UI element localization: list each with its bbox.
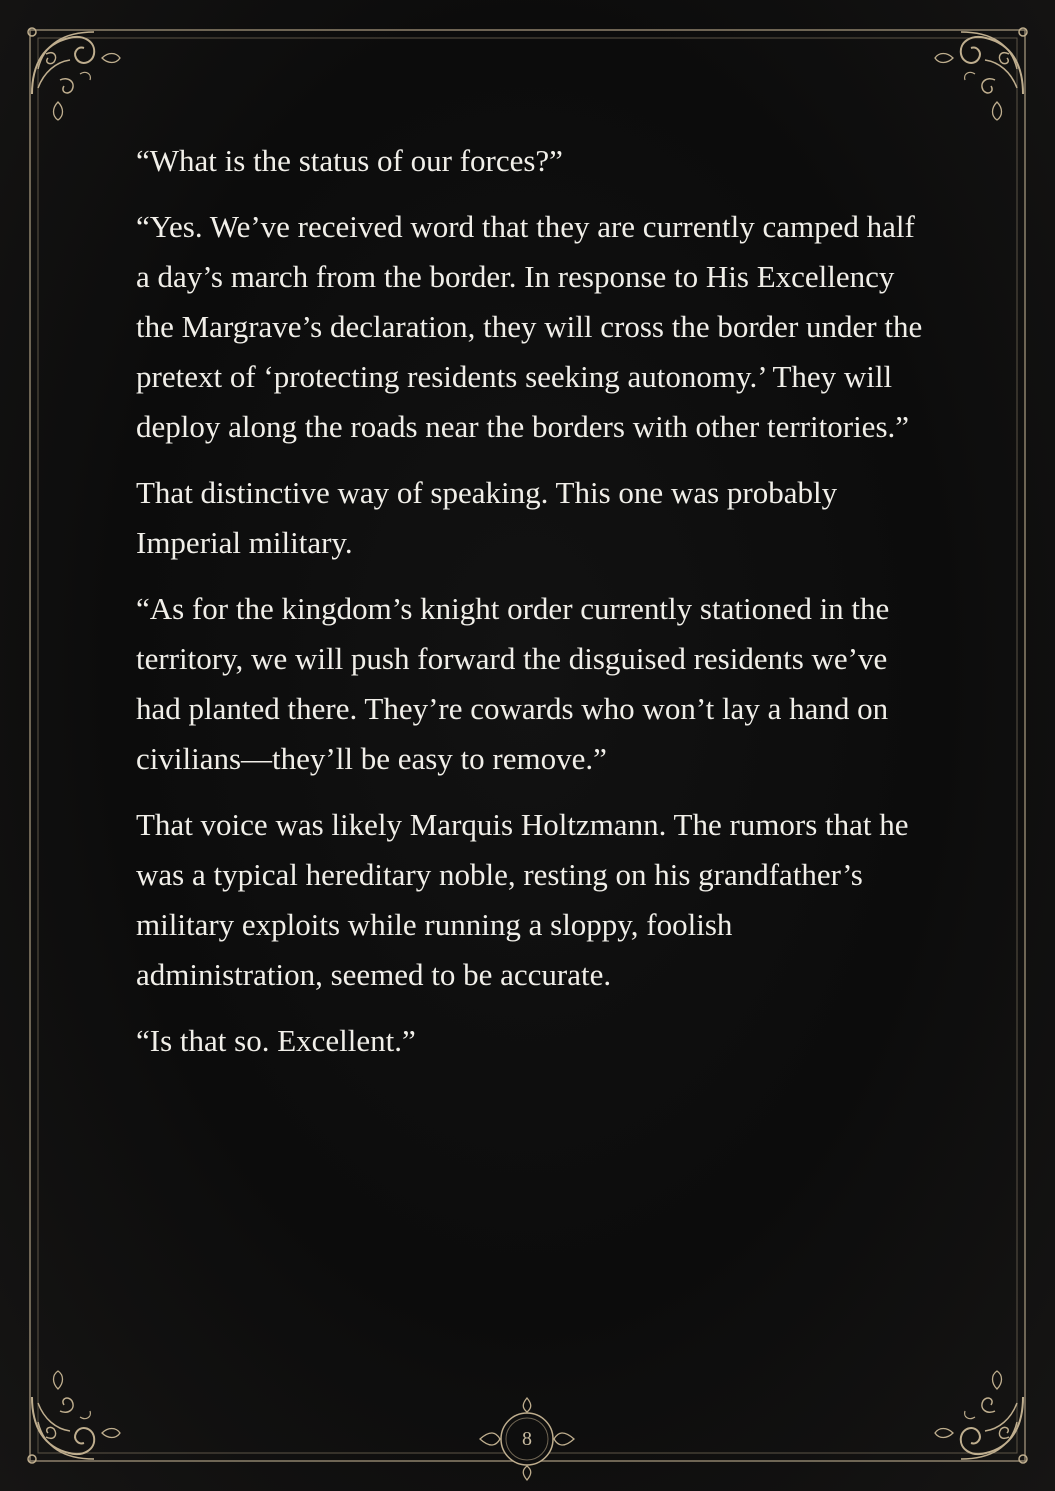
paragraph: “Yes. We’ve received word that they are currently camped half a day’s march from the border. In response to His Excellency the Margrave’s declaration, they will cross the border under the pretext of ‘protecting residents seeking autonomy.’ They will deploy along the roads near the borders with other territories.” (136, 209, 923, 444)
paragraph: “Is that so. Excellent.” (136, 1023, 416, 1058)
corner-flourish-icon (28, 28, 120, 120)
corner-flourish-icon (935, 28, 1027, 120)
corner-flourish-icon (28, 1371, 120, 1463)
paragraph: “What is the status of our forces?” (136, 143, 563, 178)
chapter-text (136, 136, 926, 1082)
page-number: 8 (522, 1428, 532, 1450)
paragraph: That voice was likely Marquis Holtzmann. The rumors that he was a typical hereditary noble, resting on his grandfather’s military exploits while running a sloppy, foolish administration, seemed to be accurate. (136, 807, 909, 992)
corner-flourish-icon (935, 1371, 1027, 1463)
paragraph: That distinctive way of speaking. This one was probably Imperial military. (136, 475, 838, 560)
paragraph: “As for the kingdom’s knight order currently stationed in the territory, we will push forward the disguised residents we’ve had planted there. They’re cowards who won’t lay a hand on civilians—they’ll be easy to remove.” (136, 591, 890, 776)
